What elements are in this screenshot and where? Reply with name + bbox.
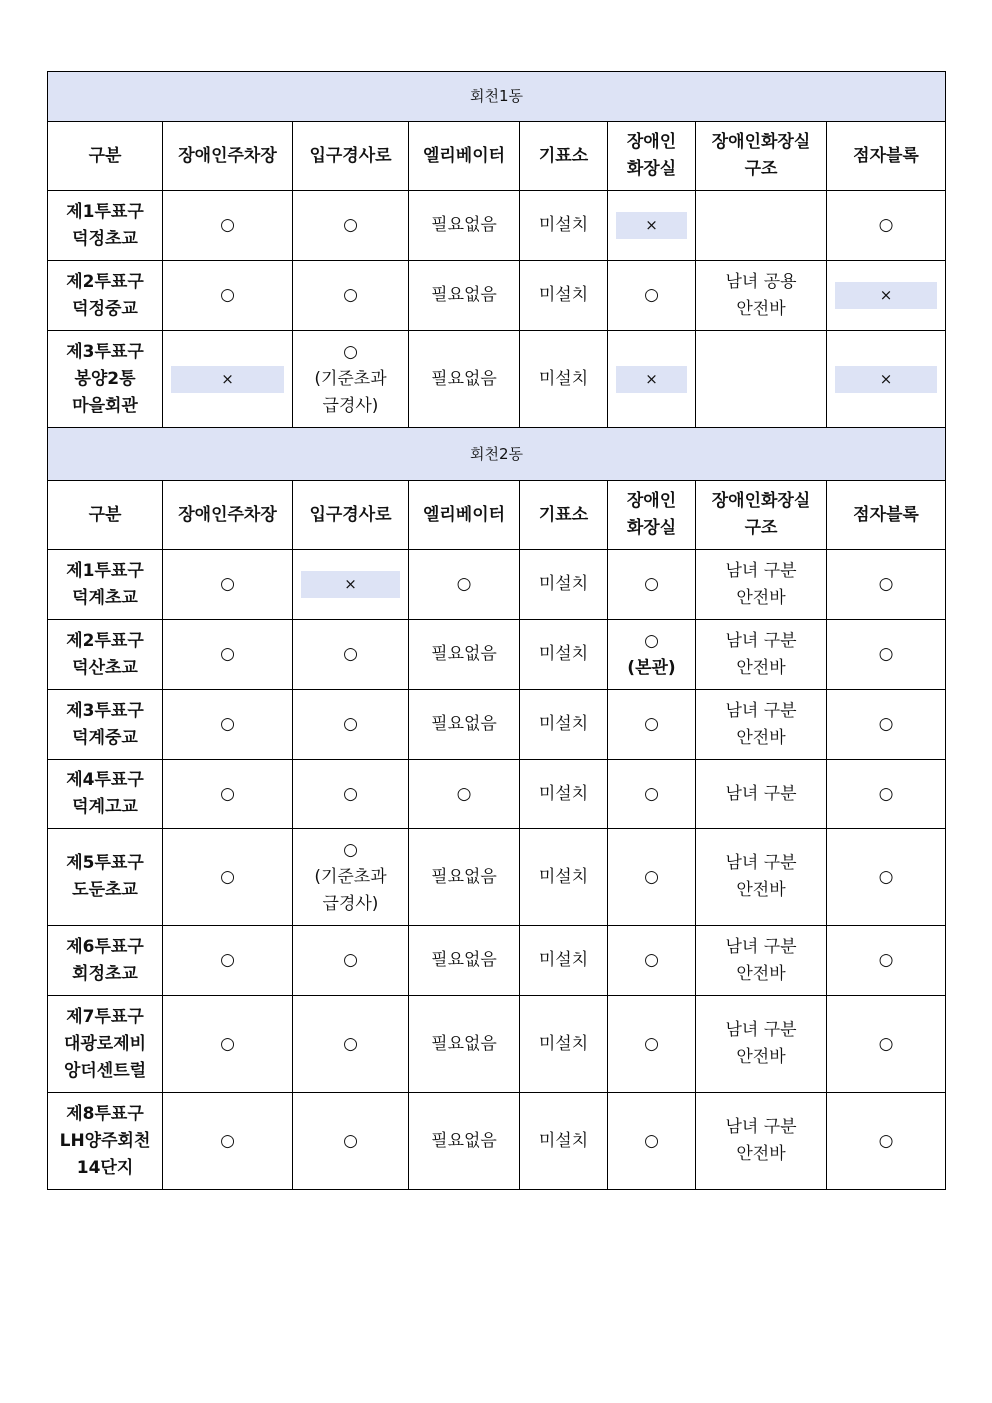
table-cell (293, 760, 409, 829)
cell-value: ○ (644, 1033, 659, 1054)
table-cell (827, 261, 946, 331)
table-cell (409, 690, 520, 760)
row-label (48, 760, 163, 829)
table-row (48, 620, 946, 690)
table-cell (608, 996, 696, 1093)
cell-value: 남녀 구분 안전바 (725, 1117, 797, 1164)
column-header-label: 구분 (88, 504, 122, 525)
cell-value: ○ (343, 285, 358, 305)
table-cell (409, 620, 520, 690)
column-header-label: 점자블록 (853, 504, 919, 525)
column-header-label: 장애인 화장실 (626, 491, 677, 538)
cell-value: 미설치 (538, 644, 589, 664)
cell-value: 필요없음 (431, 368, 497, 389)
row-label (48, 996, 163, 1093)
column-header-row (48, 122, 946, 191)
cell-value: ○ (343, 1033, 358, 1054)
cell-value: ○ (220, 215, 235, 235)
cell-value: 남녀 구분 안전바 (725, 853, 797, 900)
cell-value: ○ (기준초과 급경사) (314, 341, 387, 416)
cell-value: ○ (878, 714, 894, 734)
table-cell (163, 620, 293, 690)
table-cell (696, 620, 827, 690)
row-label-text: 제1투표구 덕정초교 (66, 201, 144, 249)
table-cell (827, 331, 946, 428)
column-header (48, 481, 163, 550)
cell-value: ○ (878, 866, 894, 887)
facility-table (47, 71, 946, 1190)
table-cell (696, 331, 827, 428)
column-header (409, 481, 520, 550)
cell-value: ○ (644, 714, 659, 734)
cell-value: ○ (기준초과 급경사) (314, 839, 387, 914)
table-cell (608, 261, 696, 331)
table-cell (827, 620, 946, 690)
column-header-label: 기표소 (538, 504, 589, 525)
column-header (163, 122, 293, 191)
cell-value: 필요없음 (431, 215, 497, 235)
table-cell (520, 1093, 608, 1190)
cell-value: ○ (878, 574, 894, 594)
column-header (696, 481, 827, 550)
highlighted-mark: × (616, 212, 687, 239)
table-cell (163, 996, 293, 1093)
row-label (48, 829, 163, 926)
column-header (520, 122, 608, 191)
table-cell (409, 760, 520, 829)
cell-value: 필요없음 (431, 950, 497, 970)
table-row (48, 690, 946, 760)
cell-value: 미설치 (538, 950, 589, 970)
table-cell (293, 996, 409, 1093)
column-header-label: 입구경사로 (309, 145, 392, 166)
row-label-text: 제5투표구 도둔초교 (66, 853, 144, 900)
table-cell (696, 690, 827, 760)
table-cell (696, 829, 827, 926)
row-label-text: 제1투표구 덕계초교 (66, 560, 144, 608)
column-header-label: 장애인화장실 구조 (711, 132, 811, 179)
cell-value: ○ (343, 215, 358, 235)
cell-value: ○ (220, 783, 235, 804)
table-cell (520, 996, 608, 1093)
row-label-text: 제8투표구 LH양주회천 14단지 (59, 1103, 151, 1178)
row-label-text: 제4투표구 덕계고교 (66, 770, 144, 817)
column-header (608, 122, 696, 191)
highlighted-mark: × (835, 366, 937, 393)
table-cell (520, 331, 608, 428)
table-cell (163, 191, 293, 261)
cell-value: ○ (220, 574, 235, 594)
cell-value: 필요없음 (431, 644, 497, 664)
column-header (520, 481, 608, 550)
table-row (48, 331, 946, 428)
cell-value: ○ (343, 644, 358, 664)
table-cell (409, 1093, 520, 1190)
cell-value: 미설치 (538, 285, 589, 305)
cell-value: 미설치 (538, 783, 589, 804)
section-header-row (48, 428, 946, 481)
column-header-row (48, 481, 946, 550)
cell-value: 남녀 구분 안전바 (725, 560, 797, 608)
table-cell (608, 690, 696, 760)
cell-value: ○ (644, 950, 659, 970)
cell-value: ○ (220, 644, 235, 664)
table-cell (827, 760, 946, 829)
column-header-label: 기표소 (538, 145, 589, 166)
cell-value: 미설치 (538, 1130, 589, 1151)
cell-value: ○ (220, 1130, 235, 1151)
table-cell (608, 191, 696, 261)
cell-value: ○ (본관) (627, 630, 676, 678)
cell-value: ○ (220, 714, 235, 734)
table-cell (293, 191, 409, 261)
table-cell (163, 261, 293, 331)
cell-value: ○ (644, 866, 659, 887)
table-row (48, 996, 946, 1093)
table-cell (163, 926, 293, 996)
cell-value: ○ (878, 783, 894, 804)
column-header (293, 481, 409, 550)
table-cell (409, 996, 520, 1093)
table-cell (293, 550, 409, 620)
table-row (48, 829, 946, 926)
table-cell (409, 829, 520, 926)
cell-value: 필요없음 (431, 1033, 497, 1054)
table-cell (520, 690, 608, 760)
table-cell (608, 926, 696, 996)
cell-value: ○ (343, 1130, 358, 1151)
table-cell (293, 829, 409, 926)
column-header-label: 입구경사로 (309, 504, 392, 525)
section-title: 회천1동 (48, 72, 946, 122)
column-header (696, 122, 827, 191)
row-label-text: 제2투표구 덕산초교 (66, 630, 144, 678)
table-cell (163, 550, 293, 620)
row-label-text: 제3투표구 덕계중교 (66, 700, 144, 748)
table-cell (520, 829, 608, 926)
cell-value: 미설치 (538, 215, 589, 235)
table-cell (163, 331, 293, 428)
table-cell (827, 550, 946, 620)
cell-value: 미설치 (538, 866, 589, 887)
table-cell (293, 926, 409, 996)
column-header-label: 구분 (88, 145, 122, 166)
row-label (48, 331, 163, 428)
cell-value: ○ (220, 950, 235, 970)
row-label (48, 550, 163, 620)
table-cell (163, 829, 293, 926)
table-cell (293, 1093, 409, 1190)
highlighted-mark: × (171, 366, 284, 393)
table-cell (696, 996, 827, 1093)
table-cell (409, 331, 520, 428)
table-row (48, 926, 946, 996)
row-label (48, 620, 163, 690)
table-cell (696, 1093, 827, 1190)
cell-value: ○ (456, 574, 472, 594)
cell-value: 미설치 (538, 368, 589, 389)
table-cell (608, 331, 696, 428)
column-header (409, 122, 520, 191)
highlighted-mark: × (301, 571, 400, 598)
row-label-text: 제6투표구 회정초교 (66, 936, 144, 984)
column-header-label: 장애인화장실 구조 (711, 491, 811, 538)
cell-value: ○ (220, 1033, 235, 1054)
cell-value: 남녀 구분 안전바 (725, 1020, 797, 1067)
table-cell (409, 261, 520, 331)
cell-value: ○ (878, 215, 894, 235)
table-cell (163, 690, 293, 760)
column-header-label: 장애인주차장 (178, 504, 277, 525)
cell-value: ○ (644, 285, 659, 305)
table-cell (827, 1093, 946, 1190)
table-cell (608, 760, 696, 829)
cell-value: ○ (343, 714, 358, 734)
table-cell (293, 620, 409, 690)
cell-value: 남녀 구분 안전바 (725, 700, 797, 748)
highlighted-mark: × (835, 282, 937, 309)
column-header (163, 481, 293, 550)
row-label-text: 제7투표구 대광로제비 앙더센트럴 (63, 1006, 147, 1081)
table-cell (293, 261, 409, 331)
table-cell (163, 760, 293, 829)
column-header (827, 122, 946, 191)
table-cell (827, 926, 946, 996)
cell-value: ○ (878, 1130, 894, 1151)
column-header (827, 481, 946, 550)
table-cell (163, 1093, 293, 1190)
table-cell (520, 261, 608, 331)
row-label (48, 926, 163, 996)
table-cell (696, 926, 827, 996)
cell-value: 남녀 공용 안전바 (725, 271, 797, 319)
table-cell (608, 1093, 696, 1190)
cell-value: 필요없음 (431, 285, 497, 305)
cell-value: ○ (343, 950, 358, 970)
table-row (48, 550, 946, 620)
cell-value: ○ (644, 783, 659, 804)
table-cell (409, 926, 520, 996)
cell-value: 미설치 (538, 714, 589, 734)
table-cell (608, 550, 696, 620)
cell-value: ○ (220, 866, 235, 887)
table-cell (520, 926, 608, 996)
column-header (608, 481, 696, 550)
cell-value: 필요없음 (431, 866, 497, 887)
column-header (293, 122, 409, 191)
cell-value: 미설치 (538, 1033, 589, 1054)
table-cell (696, 261, 827, 331)
row-label-text: 제2투표구 덕정중교 (66, 271, 144, 319)
highlighted-mark: × (616, 366, 687, 393)
cell-value: 남녀 구분 안전바 (725, 630, 797, 678)
column-header-label: 엘리베이터 (422, 504, 506, 525)
row-label (48, 191, 163, 261)
table-cell (827, 191, 946, 261)
cell-value: ○ (343, 783, 358, 804)
table-cell (520, 191, 608, 261)
table-cell (520, 620, 608, 690)
table-cell (827, 996, 946, 1093)
cell-value: 미설치 (538, 574, 589, 594)
table-row (48, 1093, 946, 1190)
column-header-label: 점자블록 (853, 145, 919, 166)
cell-value: 남녀 구분 안전바 (725, 936, 797, 984)
column-header (48, 122, 163, 191)
cell-value: ○ (644, 1130, 659, 1151)
cell-value: ○ (878, 644, 894, 664)
table-row (48, 191, 946, 261)
table-cell (409, 550, 520, 620)
table-cell (696, 191, 827, 261)
table-cell (293, 331, 409, 428)
table-cell (520, 550, 608, 620)
table-cell (696, 550, 827, 620)
row-label (48, 261, 163, 331)
cell-value: ○ (878, 950, 894, 970)
cell-value: 필요없음 (431, 1130, 497, 1151)
table-cell (520, 760, 608, 829)
table-cell (827, 690, 946, 760)
cell-value: 남녀 구분 (725, 783, 797, 804)
cell-value: 필요없음 (431, 714, 497, 734)
cell-value: ○ (220, 285, 235, 305)
table-cell (827, 829, 946, 926)
table-row (48, 261, 946, 331)
cell-value: ○ (456, 783, 472, 804)
table-cell (293, 690, 409, 760)
table-cell (696, 760, 827, 829)
row-label-text: 제3투표구 봉양2통 마을회관 (66, 341, 144, 416)
table-cell (608, 620, 696, 690)
section-title: 회천2동 (48, 428, 946, 481)
column-header-label: 장애인주차장 (178, 145, 277, 166)
column-header-label: 엘리베이터 (422, 145, 506, 166)
table-cell (409, 191, 520, 261)
table-cell (608, 829, 696, 926)
table-row (48, 760, 946, 829)
cell-value: ○ (644, 574, 659, 594)
column-header-label: 장애인 화장실 (626, 132, 677, 179)
row-label (48, 690, 163, 760)
cell-value: ○ (878, 1033, 894, 1054)
section-header-row (48, 72, 946, 122)
row-label (48, 1093, 163, 1190)
